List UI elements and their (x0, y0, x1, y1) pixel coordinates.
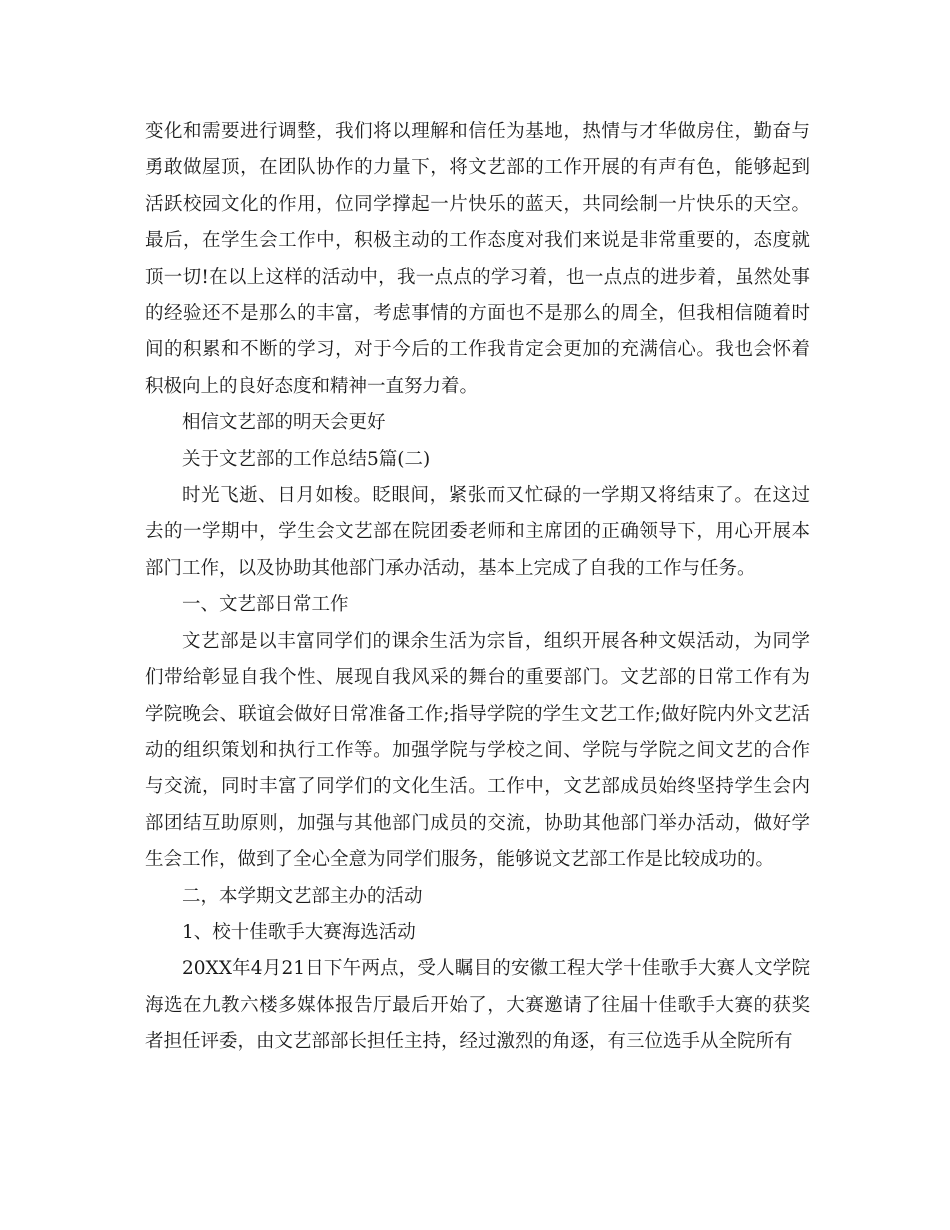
paragraph-2: 相信文艺部的明天会更好 (182, 412, 386, 434)
paragraph-3: 时光飞逝、日月如梭。眨眼间，紧张而又忙碌的一学期又将结束了。在这过去的一学期中，学生会文艺部在院团委老师和主席团的正确领导下，用心开展本部门工作，以及协助其他部门承办活动，基本上完成了自我的工作与任务。 (145, 485, 810, 579)
heading-singer-contest: 1、校十佳歌手大赛海选活动 (182, 921, 416, 943)
paragraph-1: 变化和需要进行调整，我们将以理解和信任为基地，热情与才华做房住，勤奋与勇敢做屋顶，在团队协作的力量下，将文艺部的工作开展的有声有色，能够起到活跃校园文化的作用，位同学撑起一片快乐的蓝天，共同绘制一片快乐的天空。最后，在学生会工作中，积极主动的工作态度对我们来说是非常重要的，态度就顶一切!在以上这样的活动中，我一点点的学习着，也一点点的进步着，虽然处事的经验还不是那么的丰富，考虑事情的方面也不是那么的周全，但我相信随着时间的积累和不断的学习，对于今后的工作我肯定会更加的充满信心。我也会怀着积极向上的良好态度和精神一直努力着。 (145, 121, 810, 397)
paragraph-4: 文艺部是以丰富同学们的课余生活为宗旨，组织开展各种文娱活动，为同学们带给彰显自我个性、展现自我风采的舞台的重要部门。文艺部的日常工作有为学院晚会、联谊会做好日常准备工作;指导学院的学生文艺工作;做好院内外文艺活动的组织策划和执行工作等。加强学院与学校之间、学院与学院之间文艺的合作与交流，同时丰富了同学们的文化生活。工作中，文艺部成员始终坚持学生会内部团结互助原则，加强与其他部门成员的交流，协助其他部门举办活动，做好学生会工作，做到了全心全意为同学们服务，能够说文艺部工作是比较成功的。 (145, 630, 810, 871)
document-body (145, 114, 810, 1061)
heading-activities: 二，本学期文艺部主办的活动 (182, 885, 423, 907)
paragraph-5: 20XX年4月21日下午两点，受人瞩目的安徽工程大学十佳歌手大赛人文学院海选在九教六楼多媒体报告厅最后开始了，大赛邀请了往届十佳歌手大赛的获奖者担任评委，由文艺部部长担任主持，经过激烈的角逐，有三位选手从全院所有 (145, 958, 810, 1053)
heading-daily-work: 一、文艺部日常工作 (182, 594, 349, 616)
section-title: 关于文艺部的工作总结5篇(二) (182, 448, 431, 470)
